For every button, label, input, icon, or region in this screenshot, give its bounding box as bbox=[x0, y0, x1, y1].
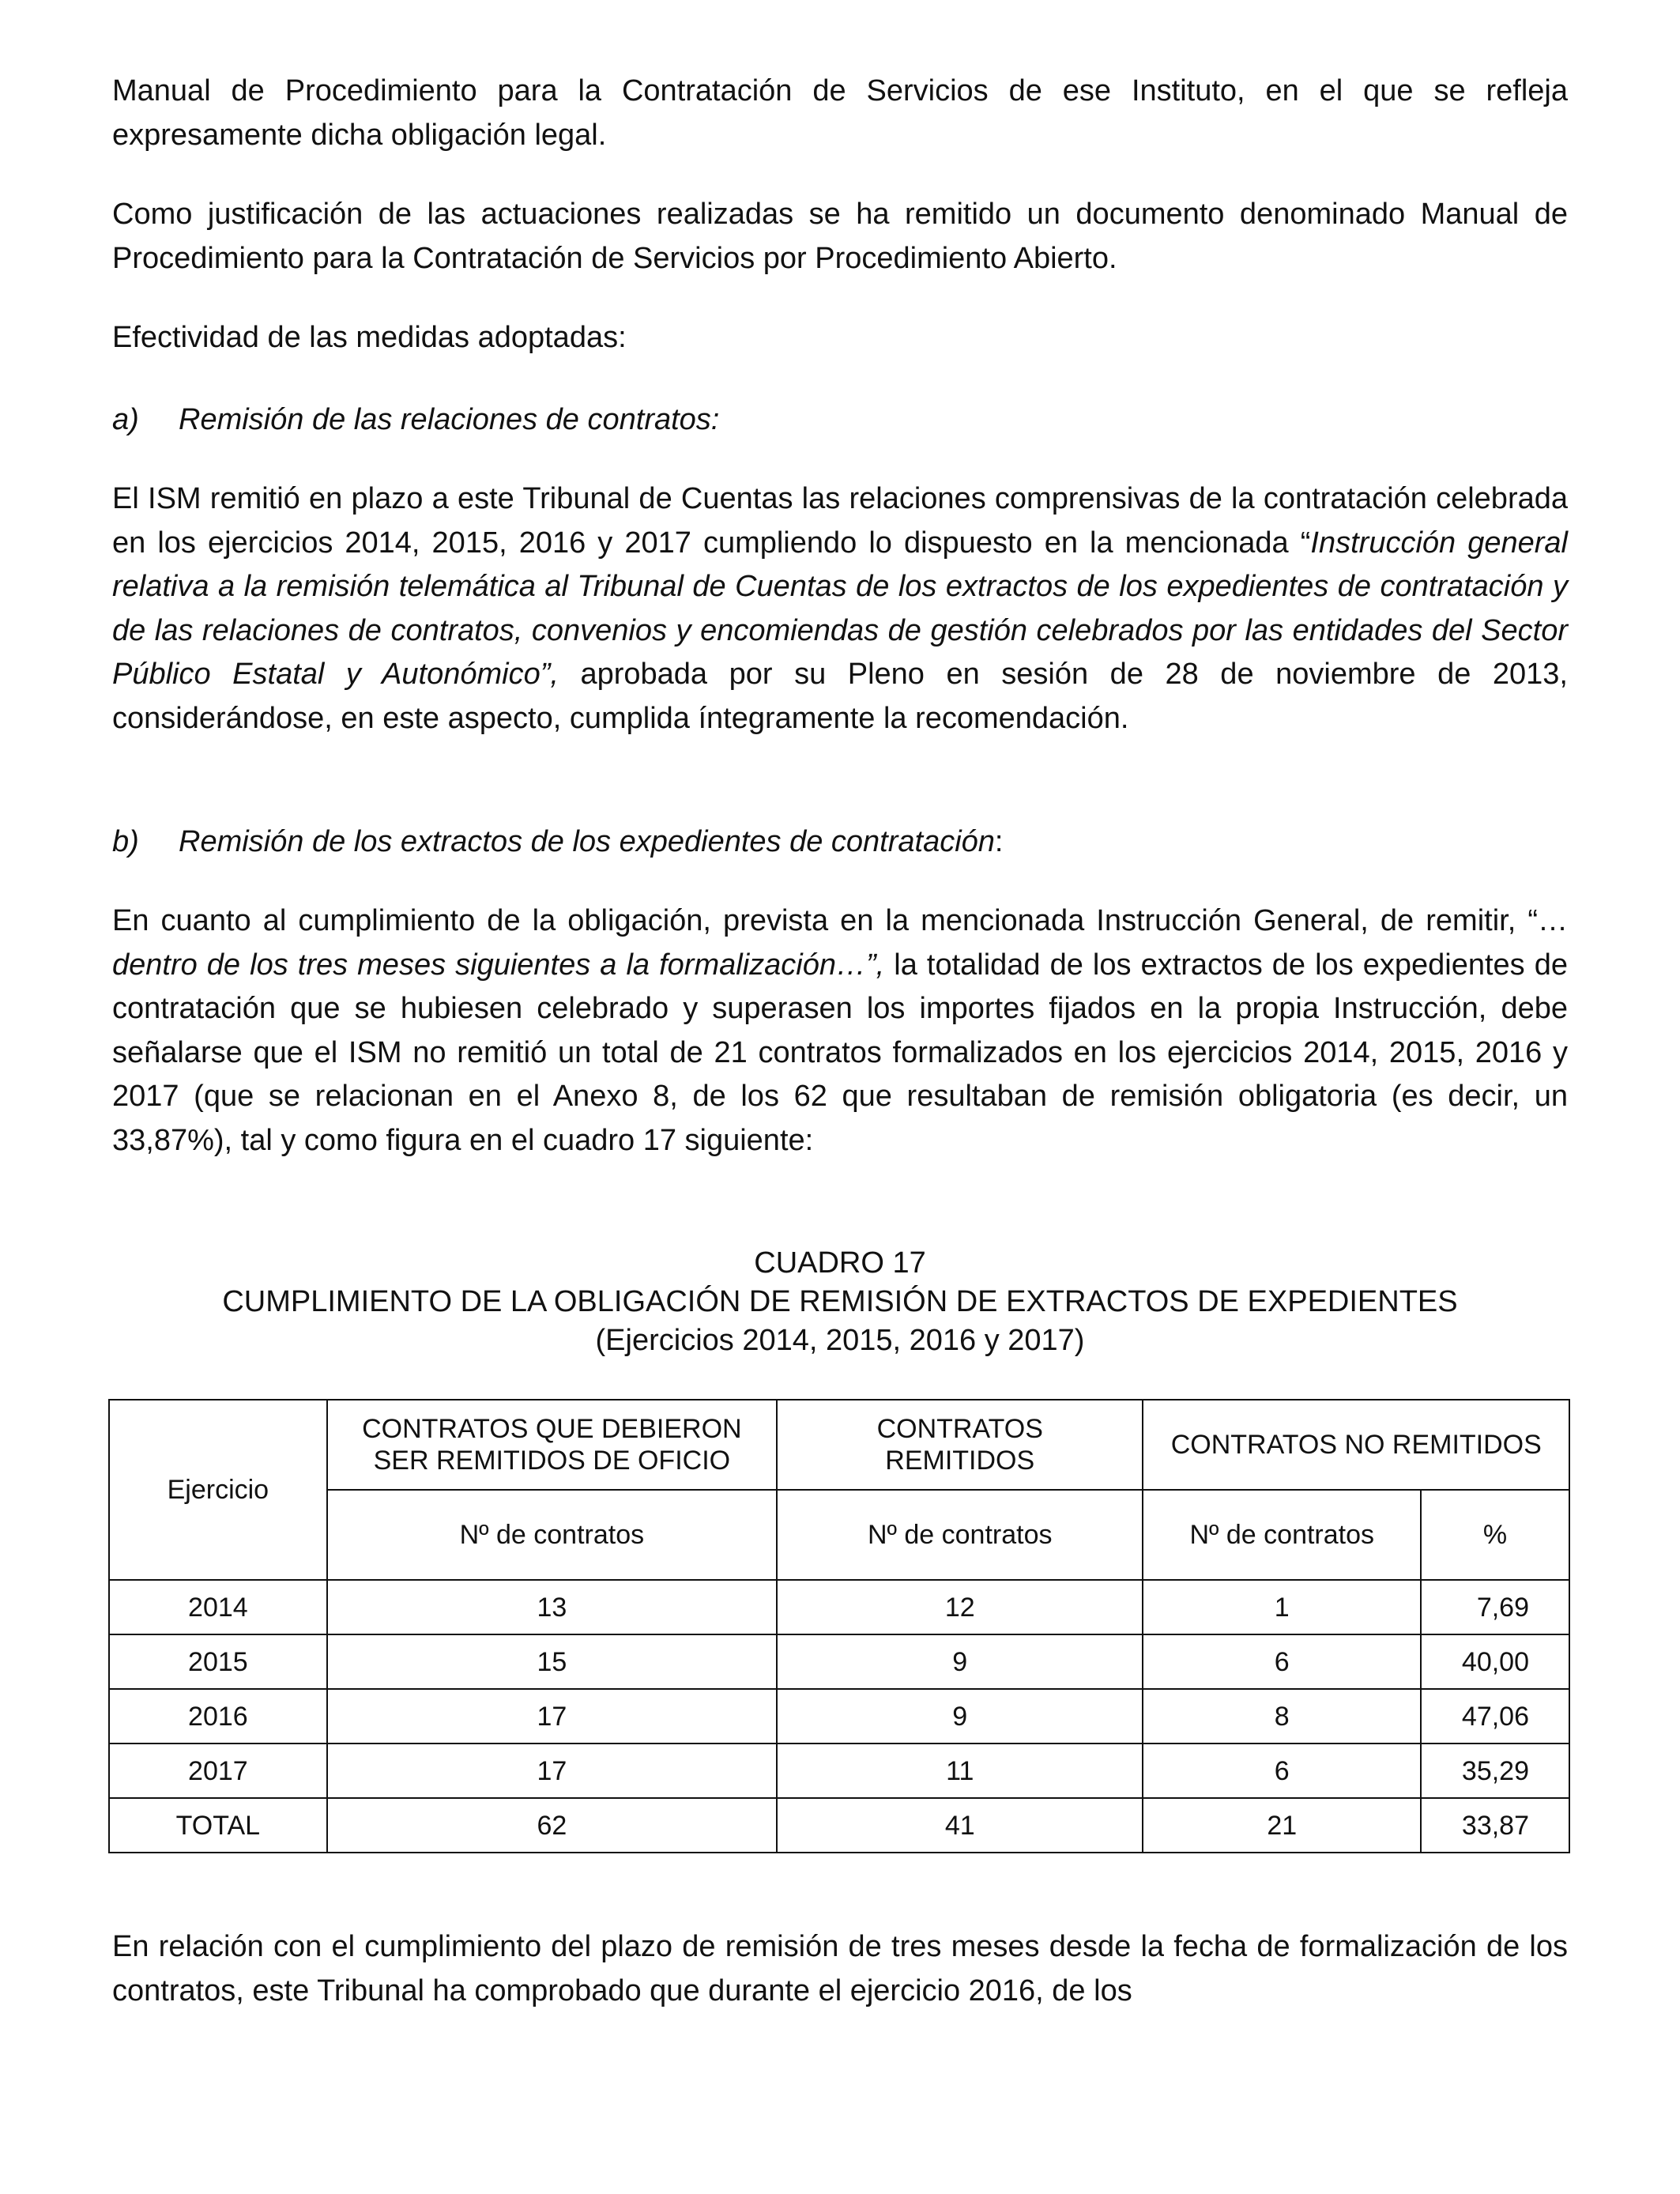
list-item-a-letter: a) bbox=[112, 403, 139, 436]
list-item-b-letter: b) bbox=[112, 825, 139, 858]
header-remitidos-line2: REMITIDOS bbox=[885, 1446, 1035, 1476]
cuadro-number: CUADRO 17 bbox=[754, 1246, 926, 1280]
paragraph-3: Efectividad de las medidas adoptadas: bbox=[112, 321, 627, 354]
cell-debieron: 13 bbox=[327, 1580, 777, 1634]
cell-pct: 47,06 bbox=[1421, 1689, 1569, 1744]
paragraph-1: Manual de Procedimiento para la Contratación de Servicios de ese Instituto, en el que se refleja expresamente dicha obligación legal. bbox=[112, 74, 1568, 152]
table-row-total bbox=[109, 1798, 1569, 1853]
list-item-b-text: Remisión de los extractos de los expedientes de contratación bbox=[179, 825, 995, 858]
paragraph-2: Como justificación de las actuaciones realizadas se ha remitido un documento denominado Manual de Procedimiento para la Contratación de Servicios por Procedimiento Abierto. bbox=[112, 198, 1568, 275]
cell-remitidos: 11 bbox=[777, 1744, 1143, 1798]
list-item-a-text: Remisión de las relaciones de contratos: bbox=[179, 403, 720, 436]
cell-pct: 7,69 bbox=[1421, 1580, 1569, 1634]
table-row bbox=[109, 1689, 1569, 1744]
cell-no-remitidos: 1 bbox=[1143, 1580, 1421, 1634]
header-remitidos bbox=[777, 1400, 1143, 1490]
cell-no-remitidos: 8 bbox=[1143, 1689, 1421, 1744]
subheader-pct: % bbox=[1421, 1490, 1569, 1580]
header-debieron bbox=[327, 1400, 777, 1490]
cell-ejercicio: 2016 bbox=[109, 1689, 327, 1744]
header-remitidos-line1: CONTRATOS bbox=[876, 1414, 1043, 1444]
cell-ejercicio: 2014 bbox=[109, 1580, 327, 1634]
list-item-b bbox=[112, 820, 1003, 864]
cell-debieron: 17 bbox=[327, 1689, 777, 1744]
header-no-remitidos: CONTRATOS NO REMITIDOS bbox=[1143, 1400, 1569, 1490]
paragraph-4 bbox=[112, 477, 1568, 741]
cell-no-remitidos: 6 bbox=[1143, 1744, 1421, 1798]
cell-pct: 40,00 bbox=[1421, 1634, 1569, 1689]
cell-remitidos: 9 bbox=[777, 1634, 1143, 1689]
paragraph-5-italic: dentro de los tres meses siguientes a la formalización…”, bbox=[112, 948, 885, 982]
cell-ejercicio: TOTAL bbox=[109, 1798, 327, 1853]
paragraph-5-start: En cuanto al cumplimiento de la obligación, prevista en la mencionada Instrucción General, de remitir, “… bbox=[112, 904, 1568, 937]
cell-debieron: 17 bbox=[327, 1744, 777, 1798]
subheader-n-contratos-no-remitidos: Nº de contratos bbox=[1143, 1490, 1421, 1580]
paragraph-4-end: aprobada por su Pleno en sesión de 28 de noviembre de 2013, considerándose, en este aspecto, cumplida íntegramente la recomendación. bbox=[112, 658, 1568, 735]
cuadro-title: CUMPLIMIENTO DE LA OBLIGACIÓN DE REMISIÓN DE EXTRACTOS DE EXPEDIENTES bbox=[222, 1285, 1458, 1318]
paragraph-5 bbox=[112, 899, 1568, 1163]
paragraph-4-start: El ISM remitió en plazo a este Tribunal de Cuentas las relaciones comprensivas de la contratación celebrada en los ejercicios 2014, 2015, 2016 y 2017 cumpliendo lo dispuesto en la mencionada “ bbox=[112, 482, 1568, 560]
cell-no-remitidos: 21 bbox=[1143, 1798, 1421, 1853]
cell-remitidos: 9 bbox=[777, 1689, 1143, 1744]
table-row bbox=[109, 1744, 1569, 1798]
table-row bbox=[109, 1580, 1569, 1634]
header-ejercicio: Ejercicio bbox=[109, 1400, 327, 1580]
cuadro-subtitle: (Ejercicios 2014, 2015, 2016 y 2017) bbox=[595, 1324, 1085, 1357]
paragraph-6: En relación con el cumplimiento del plazo de remisión de tres meses desde la fecha de formalización de los contratos, este Tribunal ha comprobado que durante el ejercicio 2016, de los bbox=[112, 1930, 1568, 2007]
cell-pct: 33,87 bbox=[1421, 1798, 1569, 1853]
cell-pct: 35,29 bbox=[1421, 1744, 1569, 1798]
cuadro-17-table bbox=[108, 1399, 1570, 1853]
cell-remitidos: 41 bbox=[777, 1798, 1143, 1853]
cell-debieron: 15 bbox=[327, 1634, 777, 1689]
table-row bbox=[109, 1634, 1569, 1689]
list-item-b-colon: : bbox=[994, 825, 1004, 858]
cell-no-remitidos: 6 bbox=[1143, 1634, 1421, 1689]
header-debieron-line1: CONTRATOS QUE DEBIERON bbox=[362, 1414, 742, 1444]
cell-remitidos: 12 bbox=[777, 1580, 1143, 1634]
cell-ejercicio: 2015 bbox=[109, 1634, 327, 1689]
header-debieron-line2: SER REMITIDOS DE OFICIO bbox=[373, 1446, 731, 1476]
subheader-n-contratos-debieron: Nº de contratos bbox=[327, 1490, 777, 1580]
subheader-n-contratos-remitidos: Nº de contratos bbox=[777, 1490, 1143, 1580]
paragraph-4-italic: Instrucción general relativa a la remisión telemática al Tribunal de Cuentas de los extractos de los expedientes de contratación y de las relaciones de contratos, convenios y encomiendas de gestión celebrados por las entidades del Sector Público Estatal y Autonómico”, bbox=[112, 526, 1568, 691]
cell-debieron: 62 bbox=[327, 1798, 777, 1853]
cell-ejercicio: 2017 bbox=[109, 1744, 327, 1798]
paragraph-5-end: la totalidad de los extractos de los expedientes de contratación que se hubiesen celebrado y superasen los importes fijados en la propia Instrucción, debe señalarse que el ISM no remitió un total de 21 contratos formalizados en los ejercicios 2014, 2015, 2016 y 2017 (que se relacionan en el Anexo 8, de los 62 que resultaban de remisión obligatoria (es decir, un 33,87%), tal y como figura en el cuadro 17 siguiente: bbox=[112, 948, 1569, 1157]
list-item-a bbox=[112, 398, 719, 442]
